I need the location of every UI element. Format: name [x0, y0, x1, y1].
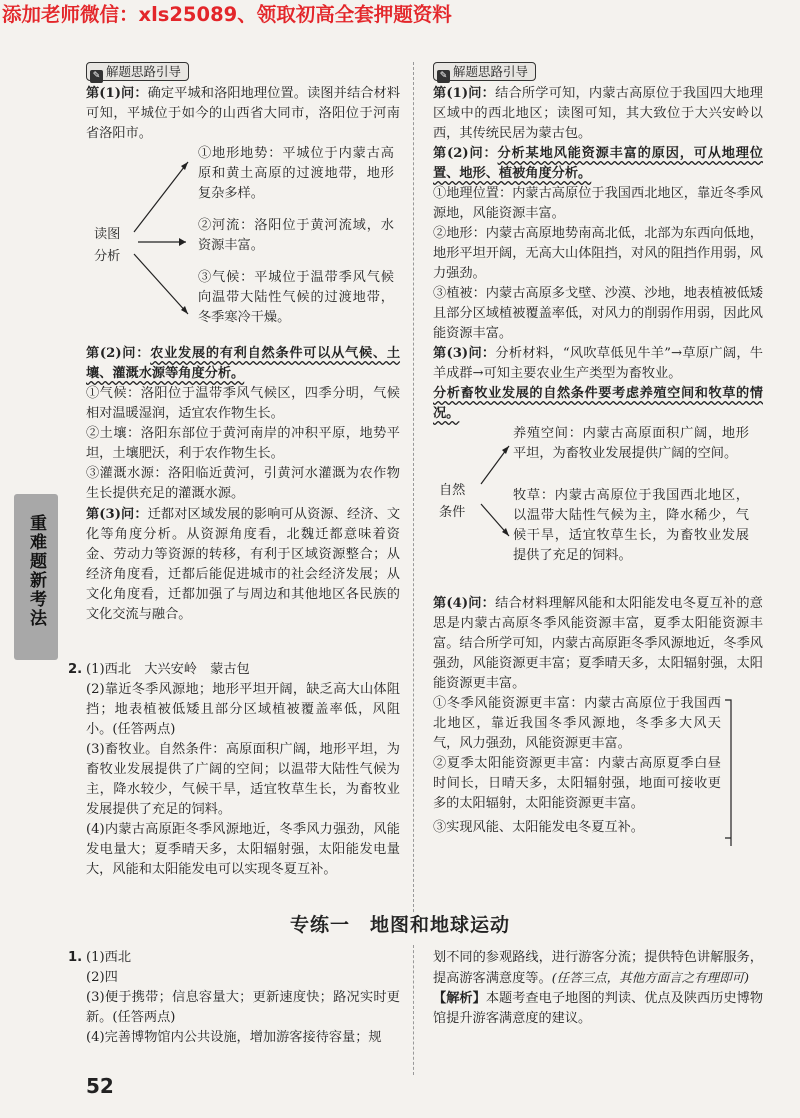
left-q3-text: 迁都对区域发展的影响可从资源、经济、文化等角度分析。从资源角度看，北魏迁都意味着资金、劳动力等资源的转移，有利于区域资源整合；从经济角度看，迁都后能促进城市的社会经济发展；从文化角度看，迁都加强了与周边和其他地区各民族的文化交流与融合。	[86, 507, 401, 622]
column-divider	[413, 62, 414, 912]
column-divider-bottom	[413, 945, 414, 1075]
exercise-1-right	[433, 948, 763, 1029]
hint-badge-label: 解题思路引导	[453, 64, 529, 79]
left-column	[86, 62, 400, 625]
right-q4-text: 结合材料理解风能和太阳能发电冬夏互补的意思是内蒙古高原冬季风能资源丰富，夏季太阳能资源丰富。结合所学可知，内蒙古高原距冬季风源地近，冬季风强劲，风能资源更丰富；夏季晴天多，太阳辐射强，太阳能资源更丰富。	[433, 596, 763, 691]
left-diagram-item: ②河流：洛阳位于黄河流域，水资源丰富。	[198, 218, 394, 253]
left-q3-head: 第(3)问：	[86, 507, 148, 522]
left-q2-point: ③灌溉水源：洛阳临近黄河，引黄河水灌溉为农作物生长提供充足的灌溉水源。	[86, 466, 400, 501]
right-diagram-item: 牧草：内蒙古高原位于我国西北地区，以温带大陆性气候为主，降水稀少，气候干旱，适宜牧草生长，为畜牧业发展提供了充足的饲料。	[513, 488, 749, 563]
right-q2-point: ③植被：内蒙古高原多戈壁、沙漠、沙地，地表植被低矮且部分区域植被覆盖率低，对风力的削弱作用弱，因此风能资源丰富。	[433, 286, 763, 341]
exercise-1-line: (1)西北	[86, 950, 132, 965]
left-diagram-item: ③气候：平城位于温带季风气候向温带大陆性气候的过渡地带，冬季寒冷干燥。	[198, 270, 394, 325]
answer-2-number: 2.	[68, 662, 83, 677]
left-q1-text: 确定平城和洛阳地理位置。读图并结合材料可知，平城位于如今的山西省大同市，洛阳位于河南省洛阳市。	[86, 86, 401, 141]
pencil-icon: ✎	[90, 70, 103, 83]
hint-badge	[433, 62, 536, 81]
right-diagram-item: 养殖空间：内蒙古高原面积广阔，地形平坦，为畜牧业发展提供广阔的空间。	[513, 426, 749, 461]
analysis-label: 【解析】	[433, 991, 486, 1006]
right-q4-point: ①冬季风能资源更丰富：内蒙古高原位于我国西北地区，靠近我国冬季风源地，冬季多大风天气，风力强劲，风能资源更丰富。	[433, 696, 721, 751]
answer-2	[68, 660, 400, 880]
left-q2-point: ①气候：洛阳位于温带季风气候区，四季分明，气候相对温暖湿润，适宜农作物生长。	[86, 386, 400, 421]
right-q2-bold: 分析某地风能资源丰富的原因，可从地理位置、地形、植被角度分析。	[433, 146, 763, 181]
exercise-1-number: 1.	[68, 950, 83, 965]
right-q4	[433, 594, 763, 694]
left-diagram	[86, 144, 400, 344]
answer-2-line: (3)畜牧业。自然条件：高原面积广阔，地形平坦，为畜牧业发展提供了广阔的空间；以温带大陆性气候为主，降水较少，气候干旱，适宜牧草生长，为畜牧业发展提供了充足的饲料。	[86, 742, 400, 817]
right-q4-head: 第(4)问：	[433, 596, 496, 611]
exercise-1-line: (2)四	[86, 970, 118, 985]
right-q2-point: ②地形：内蒙古高原地势南高北低，北部为东西向低地，地形平坦开阔，无高大山体阻挡，对风的阻挡作用弱，风力强劲。	[433, 226, 763, 281]
left-q1-head: 第(1)问：	[86, 86, 148, 101]
left-q1	[86, 84, 400, 144]
right-q4-conclusion: ③实现风能、太阳能发电冬夏互补。	[433, 820, 644, 835]
answer-2-line: (2)靠近冬季风源地；地形平坦开阔，缺乏高大山体阻挡；地表植被低矮且部分区域植被覆盖率低，风阻小。(任答两点)	[86, 682, 400, 737]
side-tab	[14, 494, 58, 660]
exercise-1-line: (4)完善博物馆内公共设施，增加游客接待容量；规	[86, 1030, 382, 1045]
pencil-icon: ✎	[437, 70, 450, 83]
side-tab-label: 重难题新考法	[26, 514, 46, 628]
right-q3-bold: 分析畜牧业发展的自然条件要考虑养殖空间和牧草的情况。	[433, 386, 763, 421]
right-q1-head: 第(1)问：	[433, 86, 496, 101]
exercise-1-analysis	[433, 989, 763, 1029]
section-title: 专练一 地图和地球运动	[289, 914, 510, 936]
right-q2	[433, 144, 763, 184]
right-diagram-center-line1: 自然	[439, 483, 466, 498]
left-q2	[86, 344, 400, 384]
right-q4-bracket	[433, 694, 763, 838]
right-column	[433, 62, 763, 838]
left-diagram-item: ①地形地势：平城位于内蒙古高原和黄土高原的过渡地带，地形复杂多样。	[198, 146, 394, 201]
analysis-text: 本题考查电子地图的判读、优点及陕西历史博物馆提升游客满意度的建议。	[433, 991, 764, 1026]
exercise-1-continued: 划不同的参观路线，进行游客分流；提供特色讲解服务，提高游客满意度等。	[433, 950, 763, 986]
left-q2-head: 第(2)问：	[86, 346, 151, 361]
left-q2-point: ②土壤：洛阳东部位于黄河南岸的冲积平原，地势平坦，土壤肥沃，利于农作物生长。	[86, 426, 400, 461]
hint-badge-label: 解题思路引导	[106, 64, 182, 79]
exercise-1-note: (任答三点，其他方面言之有理即可)	[551, 970, 749, 985]
banner-text: 添加老师微信：xls25089、领取初高全套押题资料	[2, 3, 452, 26]
answer-2-line: (4)内蒙古高原距冬季风源地近，冬季风力强劲，风能发电量大；夏季晴天多，太阳辐射强，太阳能发电量大，风能和太阳能发电可以实现冬夏互补。	[86, 822, 400, 877]
hint-badge	[86, 62, 189, 81]
right-q3-head: 第(3)问：	[433, 346, 496, 361]
right-q3	[433, 344, 763, 384]
left-diagram-center	[94, 224, 134, 268]
left-q3	[86, 505, 400, 625]
left-diagram-center-line1: 读图	[94, 227, 121, 242]
right-diagram	[433, 424, 763, 594]
answer-2-line: (1)西北 大兴安岭 蒙古包	[86, 662, 250, 677]
top-banner	[0, 0, 800, 30]
left-diagram-center-line2: 分析	[94, 249, 121, 264]
right-q1-text: 结合所学可知，内蒙古高原位于我国四大地理区域中的西北地区；读图可知，其大致位于大兴安岭以西，其传统民居为蒙古包。	[433, 86, 763, 141]
right-q4-brace	[721, 698, 751, 848]
exercise-1-right-text	[433, 948, 763, 989]
right-diagram-center	[439, 480, 479, 524]
right-diagram-center-line2: 条件	[439, 505, 466, 520]
right-q1	[433, 84, 763, 144]
right-q4-point: ②夏季太阳能资源更丰富：内蒙古高原夏季白昼时间长，日晴天多，太阳辐射强，地面可接收更多的太阳辐射，太阳能资源更丰富。	[433, 756, 721, 811]
left-q2-bold: 农业发展的有利自然条件可以从气候、土壤、灌溉水源等角度分析。	[86, 346, 401, 381]
right-q2-head: 第(2)问：	[433, 146, 498, 161]
right-q2-point: ①地理位置：内蒙古高原位于我国西北地区，靠近冬季风源地，风能资源丰富。	[433, 186, 763, 221]
right-q3-text: 分析材料，“风吹草低见牛羊”→草原广阔，牛羊成群→可知主要农业生产类型为畜牧业。	[433, 346, 763, 381]
exercise-1-left	[68, 948, 400, 1048]
exercise-1-line: (3)便于携带；信息容量大；更新速度快；路况实时更新。(任答两点)	[86, 990, 400, 1025]
page-number: 52	[86, 1074, 114, 1098]
